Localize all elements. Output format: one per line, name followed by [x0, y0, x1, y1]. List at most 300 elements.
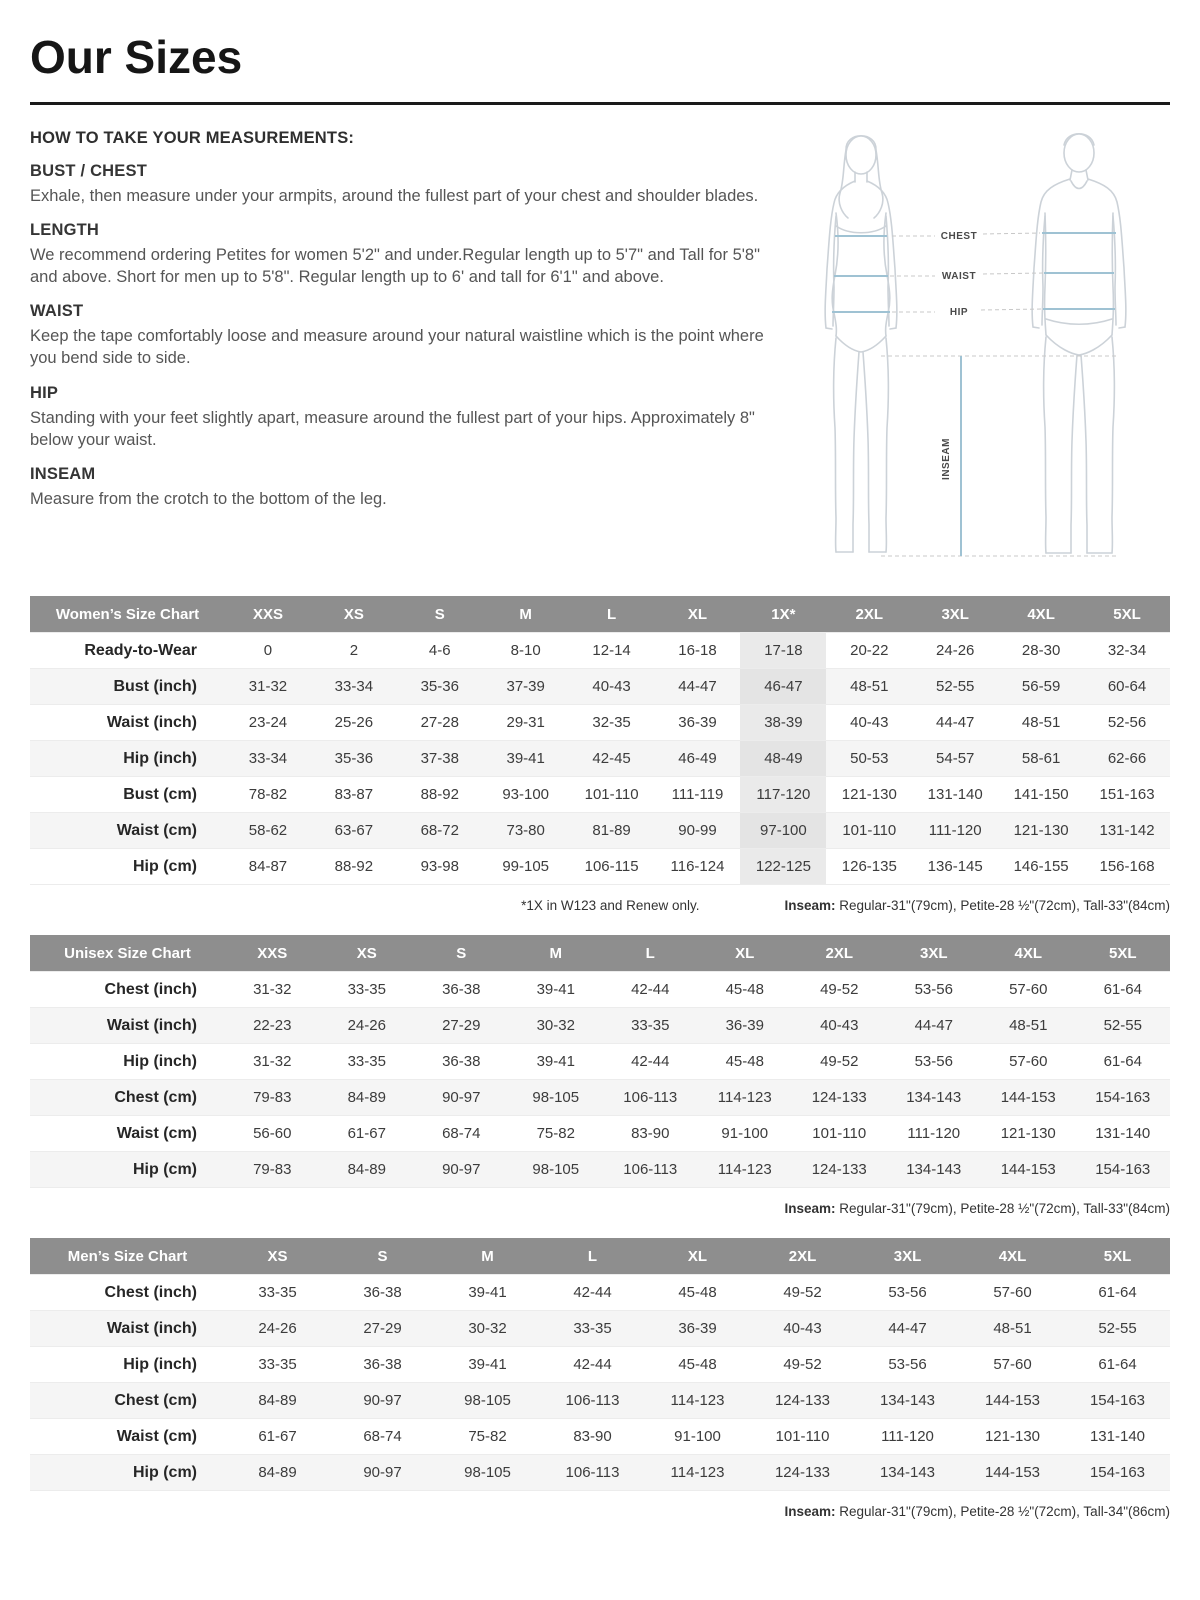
size-table — [30, 596, 1170, 885]
size-cell: 131-140 — [1065, 1419, 1170, 1455]
size-cell: 49-52 — [792, 972, 887, 1008]
column-header-3xl: 3XL — [855, 1238, 960, 1275]
size-cell: 90-97 — [414, 1152, 509, 1188]
row-label: Waist (inch) — [30, 1311, 225, 1347]
size-cell: 12-14 — [569, 633, 655, 669]
size-cell: 20-22 — [826, 633, 912, 669]
size-cell: 49-52 — [792, 1044, 887, 1080]
size-cell: 42-44 — [540, 1347, 645, 1383]
size-cell: 38-39 — [740, 705, 826, 741]
size-cell: 75-82 — [509, 1116, 604, 1152]
size-cell: 28-30 — [998, 633, 1084, 669]
size-cell: 48-51 — [981, 1008, 1076, 1044]
size-cell: 154-163 — [1065, 1383, 1170, 1419]
size-cell: 88-92 — [397, 777, 483, 813]
section-body: Measure from the crotch to the bottom of the leg. — [30, 489, 387, 508]
size-cell: 45-48 — [698, 972, 793, 1008]
size-table — [30, 1238, 1170, 1491]
size-cell: 39-41 — [483, 741, 569, 777]
column-header-2xl: 2XL — [792, 935, 887, 972]
table-row — [30, 741, 1170, 777]
size-cell: 68-74 — [414, 1116, 509, 1152]
size-cell: 56-59 — [998, 669, 1084, 705]
size-cell: 144-153 — [960, 1383, 1065, 1419]
section-body: Keep the tape comfortably loose and measure around your natural waistline which is the point where you bend side to side. — [30, 327, 764, 368]
size-cell: 116-124 — [655, 849, 741, 885]
size-cell: 30-32 — [435, 1311, 540, 1347]
measurement-instructions — [30, 129, 772, 578]
row-label: Hip (inch) — [30, 1347, 225, 1383]
size-cell: 61-64 — [1076, 1044, 1171, 1080]
size-cell: 88-92 — [311, 849, 397, 885]
column-header-5xl: 5XL — [1084, 596, 1170, 633]
size-tables — [30, 596, 1170, 1519]
size-cell: 17-18 — [740, 633, 826, 669]
size-cell: 156-168 — [1084, 849, 1170, 885]
size-cell: 24-26 — [912, 633, 998, 669]
size-cell: 121-130 — [960, 1419, 1065, 1455]
size-cell: 124-133 — [750, 1383, 855, 1419]
size-cell: 50-53 — [826, 741, 912, 777]
table-row — [30, 1116, 1170, 1152]
size-cell: 144-153 — [981, 1152, 1076, 1188]
size-cell: 124-133 — [792, 1152, 887, 1188]
row-label: Hip (inch) — [30, 741, 225, 777]
size-cell: 68-72 — [397, 813, 483, 849]
table-header-row — [30, 596, 1170, 633]
size-cell: 83-90 — [603, 1116, 698, 1152]
size-cell: 124-133 — [792, 1080, 887, 1116]
size-cell: 8-10 — [483, 633, 569, 669]
size-cell: 39-41 — [509, 1044, 604, 1080]
size-cell: 36-38 — [414, 1044, 509, 1080]
size-cell: 2 — [311, 633, 397, 669]
size-cell: 45-48 — [645, 1347, 750, 1383]
column-header-s: S — [397, 596, 483, 633]
size-cell: 35-36 — [397, 669, 483, 705]
column-header-l: L — [603, 935, 698, 972]
size-cell: 78-82 — [225, 777, 311, 813]
table-row — [30, 849, 1170, 885]
section-title: HIP — [30, 383, 59, 402]
size-cell: 154-163 — [1076, 1080, 1171, 1116]
table-row — [30, 705, 1170, 741]
size-cell: 136-145 — [912, 849, 998, 885]
size-cell: 134-143 — [855, 1383, 960, 1419]
size-cell: 48-49 — [740, 741, 826, 777]
column-header-s: S — [414, 935, 509, 972]
size-cell: 106-113 — [603, 1152, 698, 1188]
row-label: Waist (cm) — [30, 813, 225, 849]
size-cell: 36-39 — [698, 1008, 793, 1044]
size-cell: 39-41 — [435, 1275, 540, 1311]
size-cell: 31-32 — [225, 669, 311, 705]
column-header-s: S — [330, 1238, 435, 1275]
size-cell: 39-41 — [509, 972, 604, 1008]
size-cell: 61-64 — [1065, 1347, 1170, 1383]
size-cell: 48-51 — [998, 705, 1084, 741]
size-cell: 45-48 — [698, 1044, 793, 1080]
column-header-xs: XS — [225, 1238, 330, 1275]
size-cell: 106-113 — [603, 1080, 698, 1116]
size-cell: 49-52 — [750, 1347, 855, 1383]
size-cell: 57-60 — [960, 1275, 1065, 1311]
table-row — [30, 1383, 1170, 1419]
size-cell: 49-52 — [750, 1275, 855, 1311]
size-cell: 114-123 — [645, 1455, 750, 1491]
section-title: WAIST — [30, 302, 84, 321]
row-label: Chest (cm) — [30, 1383, 225, 1419]
size-cell: 33-35 — [603, 1008, 698, 1044]
size-cell: 25-26 — [311, 705, 397, 741]
size-cell: 141-150 — [998, 777, 1084, 813]
table-row — [30, 813, 1170, 849]
size-cell: 131-140 — [912, 777, 998, 813]
title-divider — [30, 102, 1170, 105]
size-cell: 33-35 — [225, 1275, 330, 1311]
size-cell: 29-31 — [483, 705, 569, 741]
row-label: Hip (cm) — [30, 1455, 225, 1491]
size-cell: 4-6 — [397, 633, 483, 669]
column-header-m: M — [435, 1238, 540, 1275]
size-cell: 44-47 — [887, 1008, 982, 1044]
page-title: Our Sizes — [30, 31, 243, 83]
size-cell: 99-105 — [483, 849, 569, 885]
size-cell: 101-110 — [826, 813, 912, 849]
size-cell: 114-123 — [645, 1383, 750, 1419]
table-row — [30, 1347, 1170, 1383]
size-cell: 75-82 — [435, 1419, 540, 1455]
section-body: We recommend ordering Petites for women 5'2" and under.Regular length up to 5'7" and Tall for 5'8" and above. Short for men up to 5'8". Regular length up to 6' and tall for 6'1" and above. — [30, 246, 760, 287]
column-header-1x: 1X* — [740, 596, 826, 633]
size-cell: 93-98 — [397, 849, 483, 885]
column-header-2xl: 2XL — [750, 1238, 855, 1275]
column-header-xl: XL — [655, 596, 741, 633]
row-label: Bust (inch) — [30, 669, 225, 705]
size-cell: 27-29 — [330, 1311, 435, 1347]
size-cell: 54-57 — [912, 741, 998, 777]
size-cell: 42-45 — [569, 741, 655, 777]
size-cell: 131-140 — [1076, 1116, 1171, 1152]
size-cell: 36-39 — [655, 705, 741, 741]
size-cell: 144-153 — [960, 1455, 1065, 1491]
size-cell: 91-100 — [645, 1419, 750, 1455]
size-cell: 32-34 — [1084, 633, 1170, 669]
row-label: Chest (cm) — [30, 1080, 225, 1116]
table-title: Women’s Size Chart — [30, 596, 225, 633]
table-row — [30, 1311, 1170, 1347]
row-label: Chest (inch) — [30, 1275, 225, 1311]
column-header-4xl: 4XL — [981, 935, 1076, 972]
size-cell: 79-83 — [225, 1152, 320, 1188]
size-cell: 101-110 — [792, 1116, 887, 1152]
size-cell: 35-36 — [311, 741, 397, 777]
size-cell: 98-105 — [509, 1080, 604, 1116]
size-cell: 57-60 — [981, 972, 1076, 1008]
row-label: Hip (cm) — [30, 1152, 225, 1188]
size-cell: 84-87 — [225, 849, 311, 885]
size-cell: 39-41 — [435, 1347, 540, 1383]
woman-figure-icon — [825, 136, 897, 552]
size-cell: 98-105 — [435, 1455, 540, 1491]
size-cell: 111-120 — [887, 1116, 982, 1152]
row-label: Ready-to-Wear — [30, 633, 225, 669]
size-cell: 33-34 — [311, 669, 397, 705]
size-cell: 44-47 — [855, 1311, 960, 1347]
size-cell: 84-89 — [225, 1455, 330, 1491]
size-cell: 36-39 — [645, 1311, 750, 1347]
size-cell: 33-35 — [225, 1347, 330, 1383]
row-label: Waist (inch) — [30, 1008, 225, 1044]
inseam-label: INSEAM — [941, 438, 952, 480]
column-header-xs: XS — [320, 935, 415, 972]
size-table — [30, 935, 1170, 1188]
size-cell: 30-32 — [509, 1008, 604, 1044]
row-label: Waist (cm) — [30, 1116, 225, 1152]
size-cell: 33-35 — [540, 1311, 645, 1347]
size-cell: 24-26 — [225, 1311, 330, 1347]
section-title: INSEAM — [30, 464, 96, 483]
row-label: Waist (inch) — [30, 705, 225, 741]
size-cell: 36-38 — [330, 1275, 435, 1311]
size-table-block-0 — [30, 596, 1170, 913]
size-cell: 58-62 — [225, 813, 311, 849]
table-row — [30, 1008, 1170, 1044]
size-cell: 37-39 — [483, 669, 569, 705]
size-cell: 0 — [225, 633, 311, 669]
note-text: Inseam: Regular-31"(79cm), Petite-28 ½"(72cm), Tall-33"(84cm) — [784, 1201, 1170, 1216]
size-cell: 32-35 — [569, 705, 655, 741]
table-row — [30, 777, 1170, 813]
section-length — [30, 221, 772, 288]
column-header-l: L — [540, 1238, 645, 1275]
note-text: Inseam: Regular-31"(79cm), Petite-28 ½"(72cm), Tall-33"(84cm) — [784, 898, 1170, 913]
size-cell: 60-64 — [1084, 669, 1170, 705]
size-cell: 52-56 — [1084, 705, 1170, 741]
size-cell: 40-43 — [826, 705, 912, 741]
column-header-xl: XL — [698, 935, 793, 972]
size-cell: 68-74 — [330, 1419, 435, 1455]
size-cell: 61-67 — [320, 1116, 415, 1152]
size-cell: 121-130 — [981, 1116, 1076, 1152]
section-title: LENGTH — [30, 221, 100, 240]
column-header-5xl: 5XL — [1076, 935, 1171, 972]
row-label: Hip (cm) — [30, 849, 225, 885]
column-header-xxs: XXS — [225, 596, 311, 633]
size-cell: 97-100 — [740, 813, 826, 849]
size-cell: 62-66 — [1084, 741, 1170, 777]
size-cell: 46-47 — [740, 669, 826, 705]
size-cell: 121-130 — [998, 813, 1084, 849]
table-row — [30, 1080, 1170, 1116]
hip-label: HIP — [949, 307, 969, 318]
size-cell: 61-67 — [225, 1419, 330, 1455]
size-cell: 57-60 — [981, 1044, 1076, 1080]
size-cell: 52-55 — [1065, 1311, 1170, 1347]
size-cell: 151-163 — [1084, 777, 1170, 813]
size-cell: 31-32 — [225, 972, 320, 1008]
section-waist — [30, 302, 772, 369]
table-row — [30, 1419, 1170, 1455]
size-cell: 121-130 — [826, 777, 912, 813]
size-cell: 90-97 — [330, 1455, 435, 1491]
size-cell: 23-24 — [225, 705, 311, 741]
size-cell: 33-34 — [225, 741, 311, 777]
size-cell: 42-44 — [603, 1044, 698, 1080]
size-cell: 84-89 — [225, 1383, 330, 1419]
size-cell: 56-60 — [225, 1116, 320, 1152]
size-cell: 53-56 — [855, 1275, 960, 1311]
size-cell: 22-23 — [225, 1008, 320, 1044]
size-table-block-1 — [30, 935, 1170, 1216]
size-cell: 114-123 — [698, 1080, 793, 1116]
size-cell: 134-143 — [887, 1152, 982, 1188]
table-header-row — [30, 935, 1170, 972]
size-cell: 40-43 — [750, 1311, 855, 1347]
size-cell: 106-115 — [569, 849, 655, 885]
size-cell: 73-80 — [483, 813, 569, 849]
column-header-xxs: XXS — [225, 935, 320, 972]
size-cell: 24-26 — [320, 1008, 415, 1044]
size-cell: 84-89 — [320, 1152, 415, 1188]
size-cell: 131-142 — [1084, 813, 1170, 849]
waist-label: WAIST — [941, 271, 977, 282]
column-header-2xl: 2XL — [826, 596, 912, 633]
table-title: Men’s Size Chart — [30, 1238, 225, 1275]
table-row — [30, 972, 1170, 1008]
section-body: Standing with your feet slightly apart, measure around the fullest part of your hips. Approximately 8" below your waist. — [30, 408, 755, 449]
body-measurement-illustration — [789, 123, 1169, 578]
size-cell: 79-83 — [225, 1080, 320, 1116]
size-cell: 53-56 — [855, 1347, 960, 1383]
row-label: Hip (inch) — [30, 1044, 225, 1080]
size-cell: 106-113 — [540, 1455, 645, 1491]
note-text: *1X in W123 and Renew only. — [521, 898, 700, 913]
table-row — [30, 1152, 1170, 1188]
size-cell: 154-163 — [1076, 1152, 1171, 1188]
size-cell: 83-90 — [540, 1419, 645, 1455]
size-cell: 98-105 — [509, 1152, 604, 1188]
size-cell: 84-89 — [320, 1080, 415, 1116]
size-cell: 33-35 — [320, 972, 415, 1008]
size-cell: 114-123 — [698, 1152, 793, 1188]
size-cell: 101-110 — [750, 1419, 855, 1455]
size-cell: 126-135 — [826, 849, 912, 885]
size-cell: 134-143 — [855, 1455, 960, 1491]
column-header-4xl: 4XL — [960, 1238, 1065, 1275]
size-cell: 144-153 — [981, 1080, 1076, 1116]
size-cell: 101-110 — [569, 777, 655, 813]
size-cell: 91-100 — [698, 1116, 793, 1152]
section-body: Exhale, then measure under your armpits, around the fullest part of your chest and shoulder blades. — [30, 187, 759, 205]
size-cell: 98-105 — [435, 1383, 540, 1419]
size-cell: 111-119 — [655, 777, 741, 813]
size-cell: 61-64 — [1065, 1275, 1170, 1311]
size-cell: 37-38 — [397, 741, 483, 777]
row-label: Chest (inch) — [30, 972, 225, 1008]
column-header-m: M — [509, 935, 604, 972]
table-row — [30, 1044, 1170, 1080]
size-cell: 45-48 — [645, 1275, 750, 1311]
size-cell: 44-47 — [912, 705, 998, 741]
size-cell: 58-61 — [998, 741, 1084, 777]
size-cell: 31-32 — [225, 1044, 320, 1080]
section-title: BUST / CHEST — [30, 162, 147, 180]
size-cell: 53-56 — [887, 1044, 982, 1080]
table-row — [30, 633, 1170, 669]
table-header-row — [30, 1238, 1170, 1275]
table-row — [30, 1275, 1170, 1311]
section-hip — [30, 384, 772, 451]
table-title: Unisex Size Chart — [30, 935, 225, 972]
size-cell: 93-100 — [483, 777, 569, 813]
row-label: Bust (cm) — [30, 777, 225, 813]
size-cell: 42-44 — [603, 972, 698, 1008]
size-cell: 36-38 — [330, 1347, 435, 1383]
size-cell: 40-43 — [569, 669, 655, 705]
table-row — [30, 1455, 1170, 1491]
note-text: Inseam: Regular-31"(79cm), Petite-28 ½"(72cm), Tall-34"(86cm) — [784, 1504, 1170, 1519]
size-cell: 48-51 — [960, 1311, 1065, 1347]
section-inseam — [30, 465, 772, 510]
column-header-xl: XL — [645, 1238, 750, 1275]
size-cell: 44-47 — [655, 669, 741, 705]
row-label: Waist (cm) — [30, 1419, 225, 1455]
size-cell: 122-125 — [740, 849, 826, 885]
table-notes — [30, 1504, 1170, 1519]
size-cell: 90-99 — [655, 813, 741, 849]
size-cell: 90-97 — [330, 1383, 435, 1419]
column-header-5xl: 5XL — [1065, 1238, 1170, 1275]
size-cell: 33-35 — [320, 1044, 415, 1080]
size-cell: 46-49 — [655, 741, 741, 777]
size-cell: 134-143 — [887, 1080, 982, 1116]
size-cell: 81-89 — [569, 813, 655, 849]
column-header-3xl: 3XL — [887, 935, 982, 972]
measurement-figure — [788, 123, 1170, 578]
column-header-3xl: 3XL — [912, 596, 998, 633]
column-header-4xl: 4XL — [998, 596, 1084, 633]
size-cell: 53-56 — [887, 972, 982, 1008]
size-cell: 61-64 — [1076, 972, 1171, 1008]
size-cell: 146-155 — [998, 849, 1084, 885]
size-cell: 40-43 — [792, 1008, 887, 1044]
section-bust-chest — [30, 162, 772, 207]
man-figure-icon — [1032, 134, 1126, 553]
size-cell: 27-29 — [414, 1008, 509, 1044]
size-cell: 90-97 — [414, 1080, 509, 1116]
size-cell: 57-60 — [960, 1347, 1065, 1383]
table-row — [30, 669, 1170, 705]
size-cell: 111-120 — [912, 813, 998, 849]
size-cell: 16-18 — [655, 633, 741, 669]
instructions-heading: HOW TO TAKE YOUR MEASUREMENTS: — [30, 129, 355, 147]
size-cell: 154-163 — [1065, 1455, 1170, 1491]
size-cell: 42-44 — [540, 1275, 645, 1311]
column-header-m: M — [483, 596, 569, 633]
chest-label: CHEST — [940, 231, 978, 242]
size-cell: 124-133 — [750, 1455, 855, 1491]
measurement-guide — [30, 129, 1170, 578]
size-cell: 106-113 — [540, 1383, 645, 1419]
size-cell: 111-120 — [855, 1419, 960, 1455]
column-header-xs: XS — [311, 596, 397, 633]
table-notes — [30, 898, 1170, 913]
size-cell: 36-38 — [414, 972, 509, 1008]
size-cell: 48-51 — [826, 669, 912, 705]
size-table-block-2 — [30, 1238, 1170, 1519]
size-cell: 83-87 — [311, 777, 397, 813]
